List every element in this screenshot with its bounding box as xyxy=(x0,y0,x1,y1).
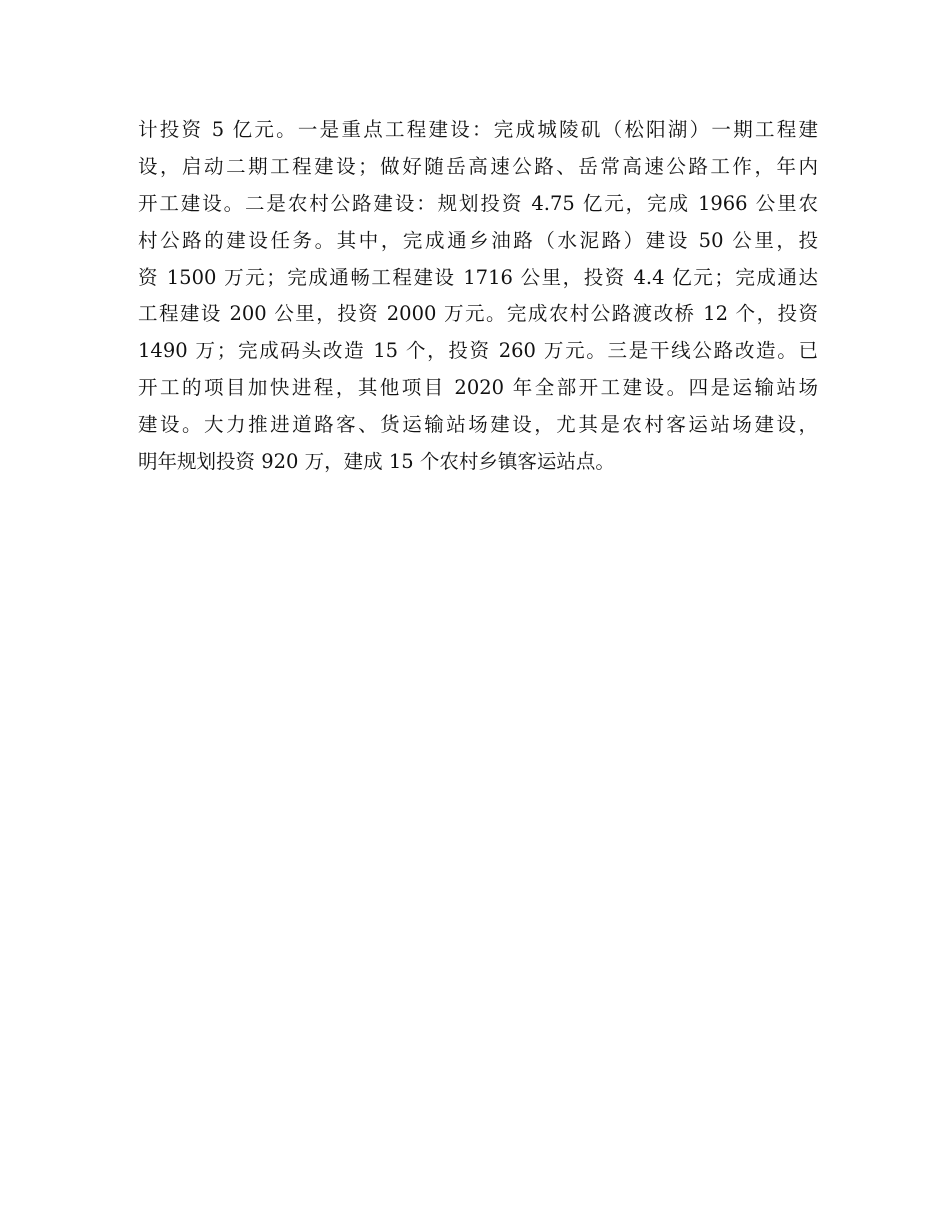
paragraph-line-2: 设，启动二期工程建设；做好随岳高速公路、岳常高速公路工作，年内 xyxy=(138,154,818,178)
paragraph-line-7: 1490 万；完成码头改造 15 个，投资 260 万元。三是干线公路改造。已 xyxy=(138,339,818,363)
paragraph-line-1: 计投资 5 亿元。一是重点工程建设：完成城陵矶（松阳湖）一期工程建 xyxy=(138,118,818,141)
paragraph-line-4: 村公路的建设任务。其中，完成通乡油路（水泥路）建设 50 公里，投 xyxy=(138,228,818,252)
paragraph-line-3: 开工建设。二是农村公路建设：规划投资 4.75 亿元，完成 1966 公里农 xyxy=(138,191,818,215)
paragraph-line-10: 明年规划投资 920 万，建成 15 个农村乡镇客运站点。 xyxy=(138,450,615,474)
paragraph-line-5: 资 1500 万元；完成通畅工程建设 1716 公里，投资 4.4 亿元；完成通达 xyxy=(138,265,818,289)
body-paragraph xyxy=(138,112,818,481)
paragraph-line-6: 工程建设 200 公里，投资 2000 万元。完成农村公路渡改桥 12 个，投资 xyxy=(138,302,818,326)
paragraph-line-9: 建设。大力推进道路客、货运输站场建设，尤其是农村客运站场建设， xyxy=(138,413,818,437)
paragraph-line-8: 开工的项目加快进程，其他项目 2020 年全部开工建设。四是运输站场 xyxy=(138,376,818,400)
